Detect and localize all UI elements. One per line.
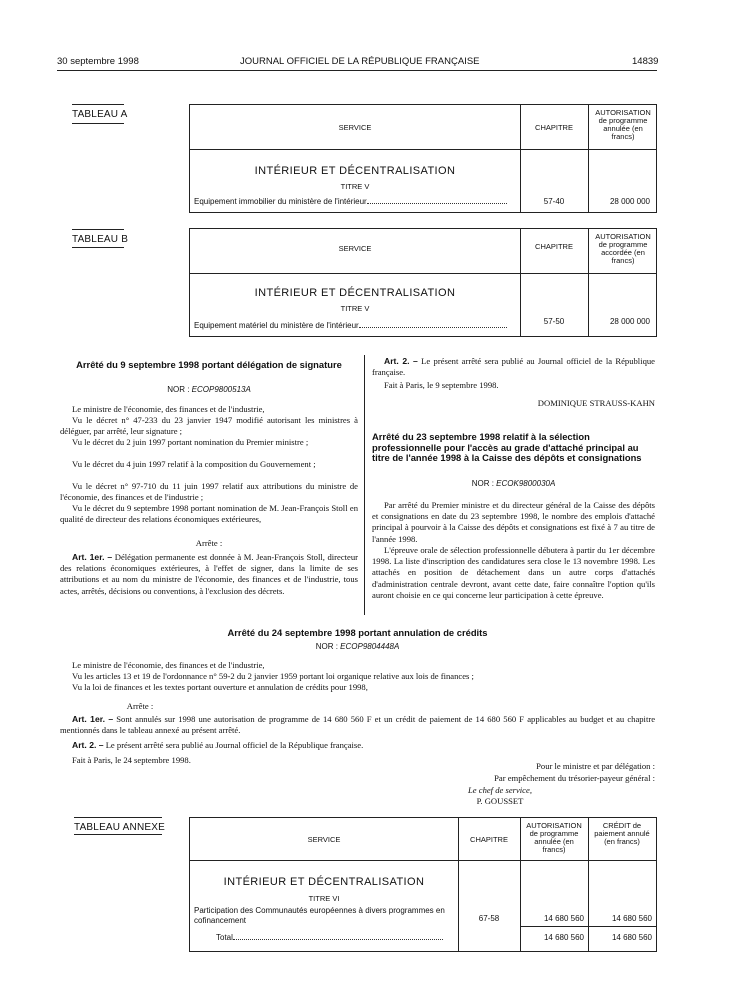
arrete1-title: Arrêté du 9 septembre 1998 portant délégation de signature [76, 359, 342, 370]
col-credit: CRÉDIT de paiement annulé (en francs) [594, 821, 650, 846]
titre-heading: TITRE V [340, 182, 370, 191]
row-amount: 28 000 000 [609, 197, 650, 206]
arrete3-nor: NOR : ECOP9804448A [315, 642, 400, 651]
row-chapitre: 57-50 [543, 317, 565, 326]
arrete2-p2: L'épreuve orale de sélection professionnelle débutera à partir du 1er décembre 1998. La liste d'inscription des candidatures sera close le 13 novembre 1998. Les attachés en position de détachement dans un autre corps d'attachés d'administration centrale devront, avant cette date, faire connaître l'option qu'ils auront choisie en ce qui concerne leur participation à cette épreuve. [372, 545, 655, 600]
total-cp: 14 680 560 [611, 933, 652, 942]
arrete3-p2: Vu les articles 13 et 19 de l'ordonnance n° 59-2 du 2 janvier 1959 portant loi organique relative aux lois de finances ; [72, 671, 474, 681]
row-label: Equipement immobilier du ministère de l'intérieur [194, 197, 507, 206]
header-divider [190, 149, 656, 150]
col-autorisation: AUTORISATION de programme annulée (en francs) [526, 821, 582, 854]
col-divider [520, 818, 521, 951]
arrete1-fait: Fait à Paris, le 9 septembre 1998. [384, 380, 499, 390]
col-service: SERVICE [338, 123, 372, 132]
tableau-annexe-label: TABLEAU ANNEXE [74, 822, 165, 833]
col-service: SERVICE [338, 244, 372, 253]
col-chapitre: CHAPITRE [470, 835, 508, 844]
tableau-b-rule-under [72, 247, 124, 248]
ministry-heading: INTÉRIEUR ET DÉCENTRALISATION [223, 876, 425, 888]
arrete2-nor: NOR : ECOK9800030A [471, 479, 556, 488]
arrete2-p1: Par arrêté du Premier ministre et du directeur général de la Caisse des dépôts et consignations en date du 23 septembre 1998, le nombre des emplois d'attaché principal à pourvoir à la Caisse des dépôts et consignations est fixé à 7 au titre de l'année 1998. [372, 500, 655, 544]
header-journal: JOURNAL OFFICIEL DE LA RÉPUBLIQUE FRANÇAISE [240, 56, 480, 67]
leader-dots [233, 933, 443, 940]
row-chapitre: 57-40 [543, 197, 565, 206]
tableau-annexe-rule [74, 817, 162, 818]
arrete3-fait: Fait à Paris, le 24 septembre 1998. [72, 755, 191, 765]
arrete3-p3: Vu la loi de finances et les textes portant ouverture et annulation de crédits pour 1998, [72, 682, 368, 692]
row-label: Equipement matériel du ministère de l'intérieur [194, 321, 507, 330]
tableau-a-table [189, 104, 657, 213]
arrete1-signature: DOMINIQUE STRAUSS-KAHN [537, 398, 655, 408]
header-divider [190, 860, 656, 861]
arrete3-sig4: P. GOUSSET [476, 796, 524, 806]
arrete3-title: Arrêté du 24 septembre 1998 portant annulation de crédits [227, 627, 488, 638]
leader-dots [359, 321, 507, 328]
col-divider [520, 105, 521, 212]
ministry-heading: INTÉRIEUR ET DÉCENTRALISATION [254, 287, 456, 299]
titre-heading: TITRE VI [308, 894, 340, 903]
col-chapitre: CHAPITRE [535, 242, 573, 251]
arrete3-sig3: Le chef de service, [468, 785, 532, 795]
arrete1-p1: Le ministre de l'économie, des finances et de l'industrie, [72, 404, 265, 414]
total-row: Total [216, 933, 443, 942]
header-date: 30 septembre 1998 [57, 56, 139, 67]
col-divider [588, 105, 589, 212]
header-divider [190, 273, 656, 274]
arrete3-sig1: Pour le ministre et par délégation : [536, 761, 655, 771]
tableau-annexe-table [189, 817, 657, 952]
arrete3-sig2: Par empêchement du trésorier-payeur général : [494, 773, 655, 783]
row-chapitre: 67-58 [478, 914, 500, 923]
tableau-b-label: TABLEAU B [72, 234, 129, 245]
arrete3-art1: Art. 1er. – Sont annulés sur 1998 une autorisation de programme de 14 680 560 F et un crédit de paiement de 14 680 560 F applicables au budget et au chapitre mentionnés dans le tableau annexé au présent arrêté. [60, 714, 656, 736]
tableau-a-rule [72, 104, 124, 105]
row-amount: 28 000 000 [609, 317, 650, 326]
column-divider [364, 355, 365, 615]
arrete1-nor: NOR : ECOP9800513A [167, 385, 251, 394]
col-divider [588, 818, 589, 951]
tableau-a-label: TABLEAU A [72, 109, 128, 120]
titre-heading: TITRE V [340, 304, 370, 313]
arrete3-art2: Art. 2. – Le présent arrêté sera publié au Journal officiel de la République française. [72, 740, 364, 750]
header-page: 14839 [632, 56, 659, 67]
arrete1-p3: Vu le décret du 2 juin 1997 portant nomination du Premier ministre ; [72, 437, 309, 447]
row-cp: 14 680 560 [611, 914, 652, 923]
leader-dots [367, 197, 507, 204]
tableau-a-rule-under [72, 123, 124, 124]
total-divider [520, 926, 656, 927]
col-chapitre: CHAPITRE [535, 123, 573, 132]
arrete1-arrete: Arrête : [195, 538, 223, 548]
ministry-heading: INTÉRIEUR ET DÉCENTRALISATION [254, 165, 456, 177]
header-rule [57, 70, 657, 71]
col-service: SERVICE [307, 835, 341, 844]
arrete1-art2: Art. 2. – Le présent arrêté sera publié au Journal officiel de la République française. [372, 356, 655, 378]
row-ap: 14 680 560 [543, 914, 584, 923]
tableau-b-table [189, 228, 657, 337]
arrete1-p6: Vu le décret du 9 septembre 1998 portant nomination de M. Jean-François Stoll en qualité de directeur des relations économiques extérieures, [60, 503, 358, 525]
row-label: Participation des Communautés européennes à divers programmes en cofinancement [194, 906, 445, 925]
arrete1-art1: Art. 1er. – Délégation permanente est donnée à M. Jean-François Stoll, directeur des relations économiques extérieures, à l'effet de signer, dans la limite de ses attributions et au nom du ministre de l'économie, des finances et de l'industrie, tous actes, arrêtés, décisions ou conventions, à l'exclusion des décrets. [60, 552, 359, 596]
arrete1-p4: Vu le décret du 4 juin 1997 relatif à la composition du Gouvernement ; [72, 459, 316, 469]
tableau-b-rule [72, 229, 124, 230]
tableau-annexe-rule-under [74, 834, 162, 835]
arrete3-p1: Le ministre de l'économie, des finances et de l'industrie, [72, 660, 265, 670]
total-ap: 14 680 560 [543, 933, 584, 942]
arrete3-arrete: Arrête : [126, 701, 154, 711]
arrete1-p5: Vu le décret n° 97-710 du 11 juin 1997 relatif aux attributions du ministre de l'économie, des finances et de l'industrie ; [60, 481, 358, 503]
arrete1-p2: Vu le décret n° 47-233 du 23 janvier 1947 modifié autorisant les ministres à déléguer, par arrêté, leur signature ; [60, 415, 358, 437]
col-autorisation: AUTORISATION de programme annulée (en francs) [595, 108, 651, 141]
col-autorisation: AUTORISATION de programme accordée (en francs) [595, 232, 651, 265]
arrete2-title: Arrêté du 23 septembre 1998 relatif à la sélection professionnelle pour l'accès au grade d'attaché principal au titre de l'année 1998 à la Caisse des dépôts et consignations [372, 431, 642, 463]
